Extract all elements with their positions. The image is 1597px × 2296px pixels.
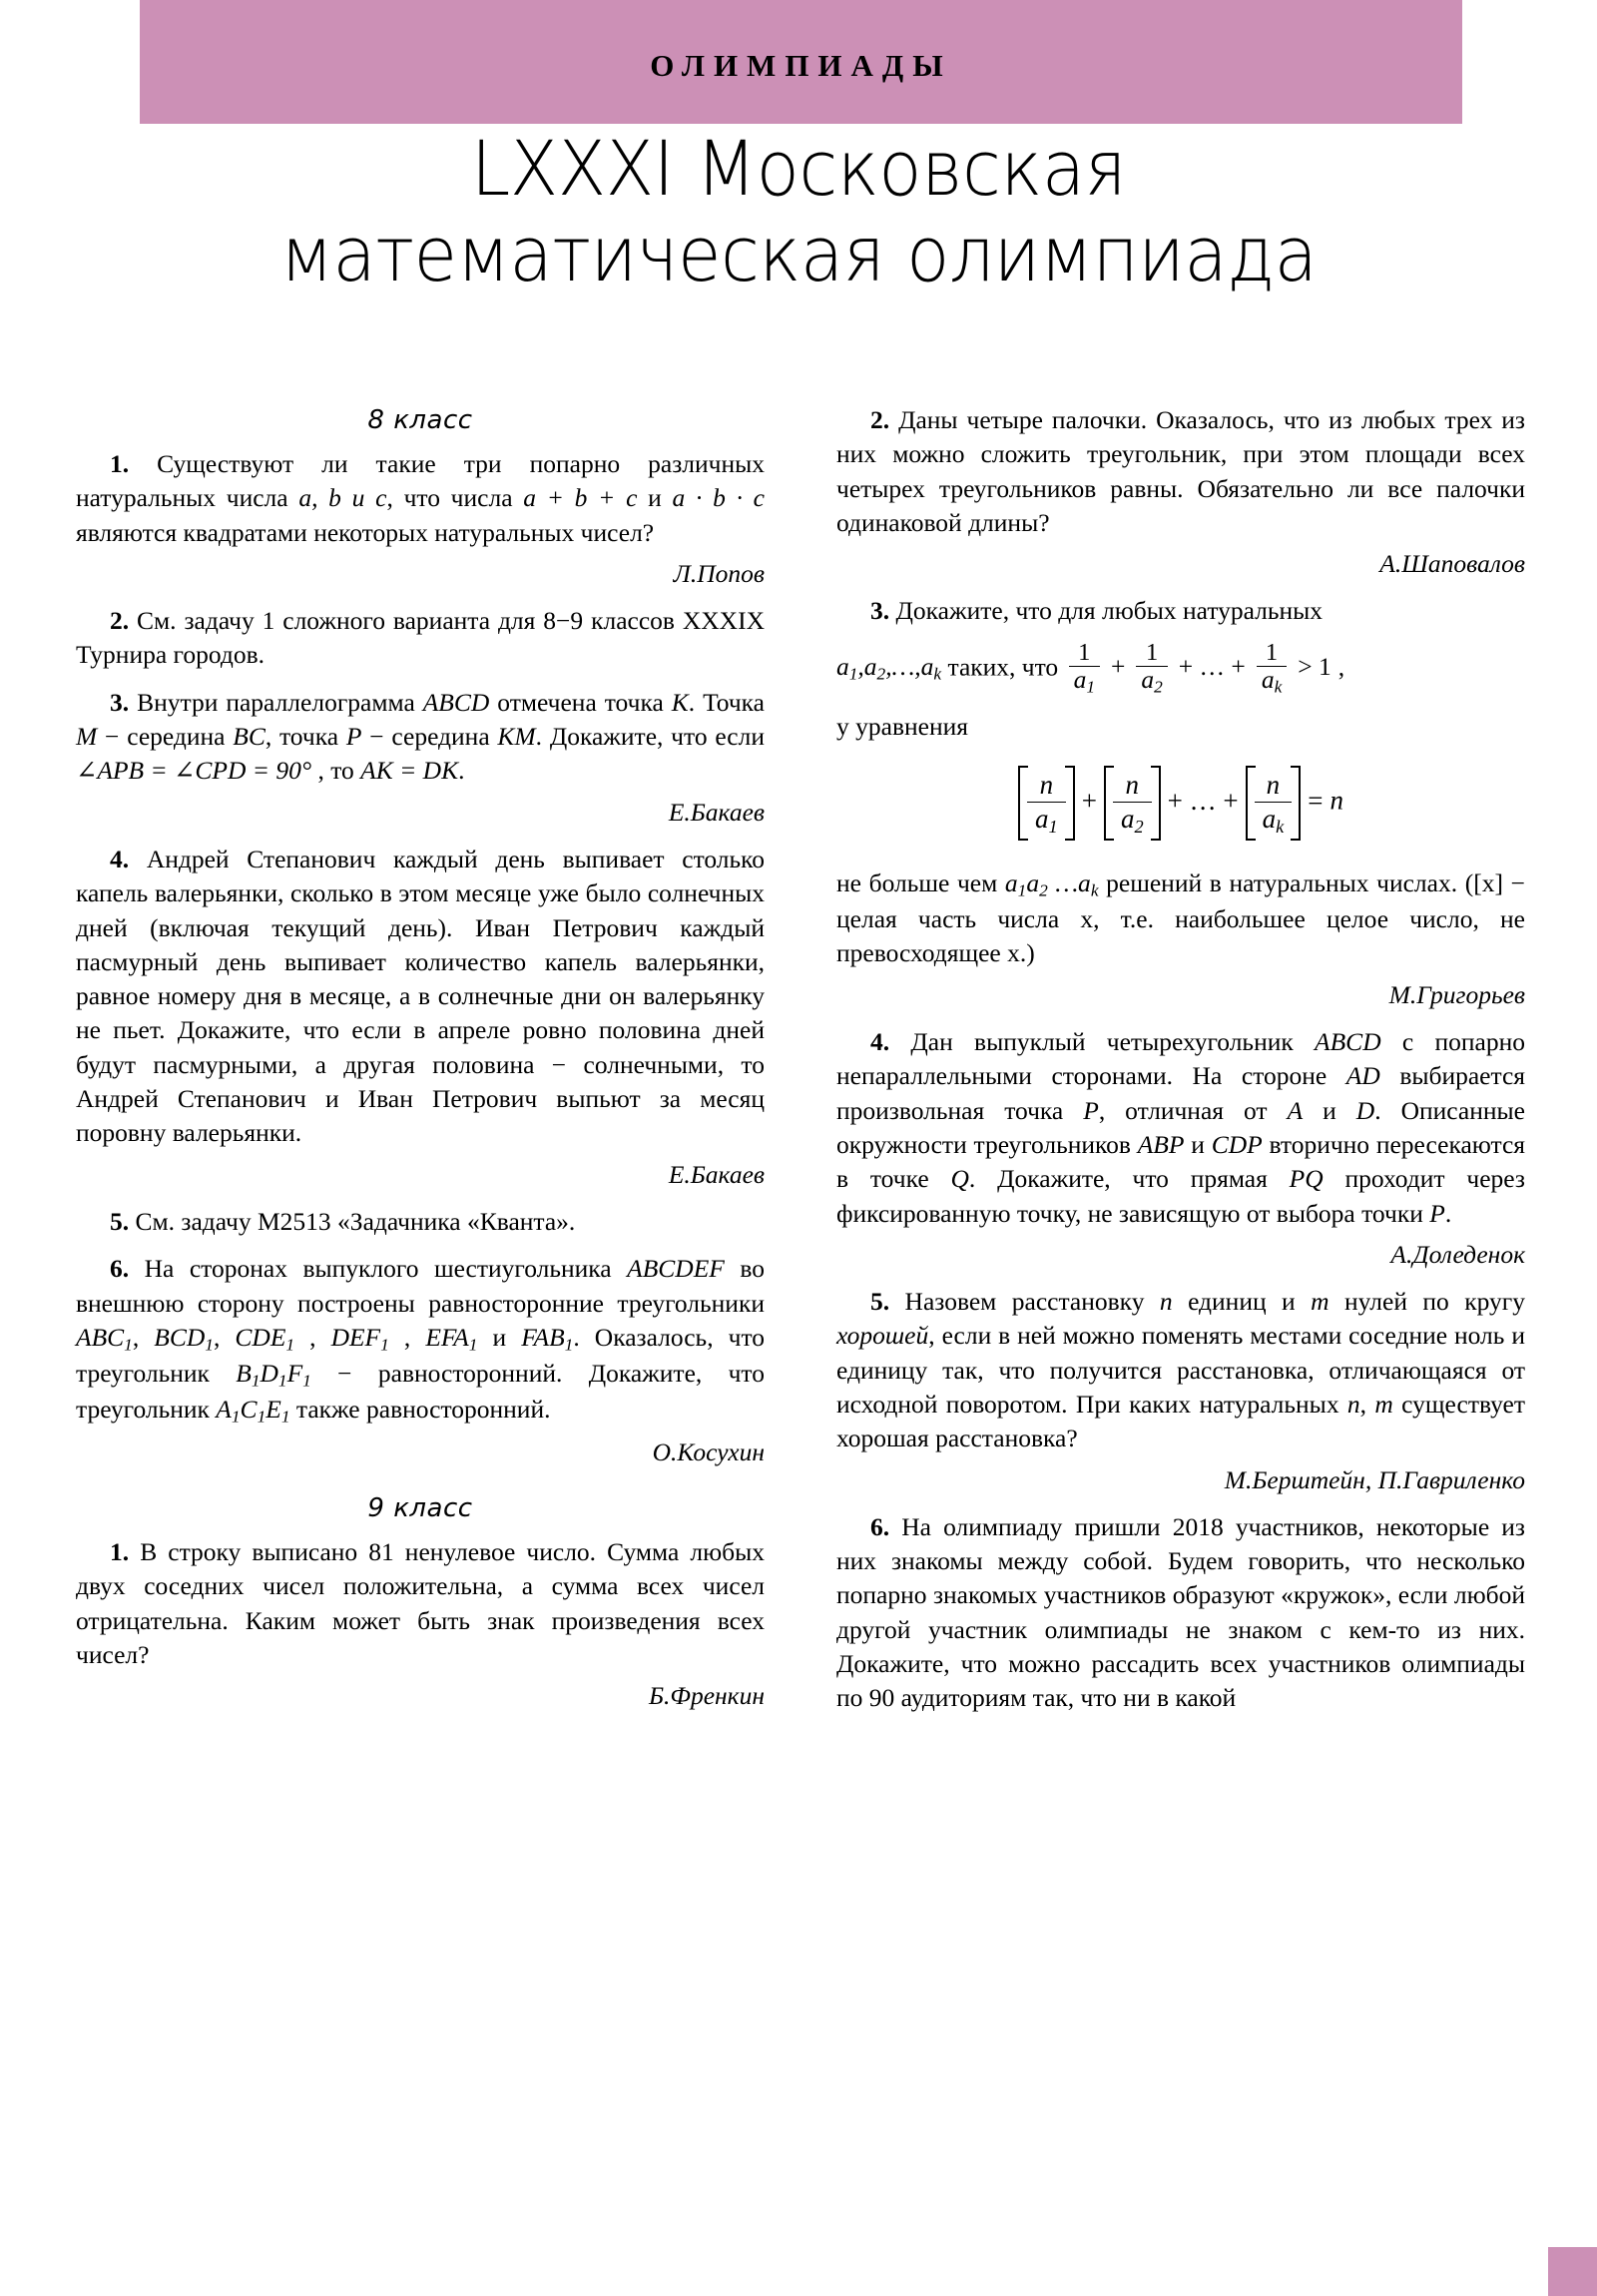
problem-text: с попарно непараллельными сторонами. На стороне (836, 1027, 1525, 1091)
problem-text: Внутри параллелограмма (129, 687, 423, 717)
fraction-1-over-ak: $\frac{1}{a_k}$ (1257, 641, 1287, 696)
problem-text: , точка (265, 722, 346, 752)
problem-8-5 (76, 1205, 765, 1239)
product-expression: $a_1a_2$ $\dots a_k$ (1004, 868, 1099, 900)
triangle-label: $ABC_1$ (76, 1322, 133, 1355)
problem-text: . Оказалось, что треугольник (76, 1322, 766, 1388)
page-corner-mark (1548, 2247, 1597, 2296)
problem-text: На сторонах выпуклого шестиугольника (129, 1254, 628, 1284)
problem-author: Е.Бакаев (668, 1159, 765, 1189)
problem-9-1 (76, 1535, 765, 1672)
problem-text: . Докажите, что если (535, 722, 765, 752)
problem-text: В строку выписано 81 ненулевое число. Сумма любых двух соседних чисел положительна, а сумма всех чисел отрицательна. Каким может быть знак произведения всех чисел? (76, 1537, 765, 1669)
problem-text: нулей по кругу (1329, 1287, 1525, 1317)
problem-number: 3. (870, 596, 890, 626)
problem-text: , (388, 1322, 426, 1352)
variable-m: m (1374, 1390, 1393, 1419)
page-title (93, 126, 1504, 297)
floor-n-over-a2: $\frac{n}{a_2}$ (1104, 766, 1161, 841)
triangle-label: $FAB_1$ (521, 1322, 574, 1355)
problem-9-3 (836, 594, 1525, 628)
problem-text: . Докажите, что прямая (968, 1164, 1290, 1194)
problem-text: и (637, 483, 673, 513)
figure-label: BC (233, 722, 266, 752)
problem-text: . (458, 756, 465, 786)
problem-text: проходит через фиксированную точку, не зависящую от выбора точки (836, 1164, 1525, 1228)
problem-text: являются квадратами некоторых натуральных чисел? (76, 517, 655, 547)
banner-label: ОЛИМПИАДЫ (650, 48, 952, 83)
figure-label: P (1083, 1095, 1099, 1125)
problem-text: Существуют ли такие три попарно различных натуральных числа (76, 448, 765, 513)
problem-text: Докажите, что для любых натуральных (889, 596, 1324, 626)
triangle-label-bdf: $B_1D_1F_1$ (236, 1358, 311, 1391)
problem-text: Дан выпуклый четырехугольник (889, 1027, 1316, 1057)
problem-number: 6. (870, 1511, 890, 1541)
problem-expr-product: a · b · c (672, 483, 765, 513)
angle-equation: ∠APB = ∠CPD = 90° (76, 756, 312, 786)
problem-text: единиц и (1172, 1287, 1312, 1317)
problem-text: , (1359, 1390, 1375, 1419)
problem-text: − середина (97, 722, 234, 752)
problem-9-4 (836, 1025, 1525, 1231)
problem-9-3-display-equation: $\frac{n}{a_1}$ + $\frac{n}{a_2}$ + … + $\frac{n}{a_k}$ = n (836, 766, 1525, 841)
problem-text: − равносторонний. Докажите, что треугольник (76, 1358, 765, 1424)
triangle-label: $DEF_1$ (330, 1322, 389, 1355)
emphasized-term: хорошей (836, 1321, 929, 1351)
problem-text: , что числа (386, 483, 524, 513)
problem-author: Л.Попов (673, 558, 765, 588)
variable-sequence: $a_1,a_2,\dots,a_k$ (836, 652, 942, 684)
variable-n: n (1159, 1287, 1173, 1317)
page-title-line-1: LXXXI Московская (470, 124, 1127, 213)
variable-m: m (1311, 1287, 1330, 1317)
problem-author: А.Шаповалов (1379, 549, 1525, 579)
triangle-label: $BCD_1$ (154, 1322, 214, 1355)
problem-text: , (213, 1322, 236, 1352)
problem-text: и (477, 1322, 522, 1352)
problem-text: решений в натуральных числах. ([x] − целая часть числа x, т.е. наибольшее целое число, не превосходящее x.) (836, 868, 1525, 968)
triangle-label: $CDE_1$ (235, 1322, 295, 1355)
column-right (836, 403, 1525, 1716)
problem-text: . (1444, 1198, 1452, 1228)
problem-text: Назовем расстановку (889, 1287, 1160, 1317)
problem-text: , отличная от (1098, 1095, 1288, 1125)
problem-vars: a, b и c (298, 483, 387, 513)
fraction-1-over-a2: $\frac{1}{a_2}$ (1136, 641, 1167, 696)
figure-label: Q (950, 1164, 969, 1194)
problem-text: выбирается произвольная точка (836, 1061, 1525, 1125)
problem-number: 5. (110, 1206, 130, 1236)
segment-equation: AK = DK (360, 756, 459, 786)
column-left (76, 403, 765, 1714)
problem-8-3 (76, 686, 765, 789)
grade-heading-9: 9 класс (367, 1493, 473, 1524)
floor-n-over-a1: $\frac{n}{a_1}$ (1018, 766, 1075, 841)
problem-9-5 (836, 1285, 1525, 1455)
problem-expr-sum: a + b + c (523, 483, 638, 513)
problem-8-1 (76, 447, 765, 550)
problem-8-4 (76, 843, 765, 1151)
problem-text: , то (311, 756, 361, 786)
problem-number: 6. (110, 1254, 130, 1284)
problem-author: Б.Френкин (649, 1681, 765, 1711)
problem-number: 1. (110, 448, 130, 478)
figure-label: ABCDEF (627, 1254, 725, 1284)
triangle-label: $EFA_1$ (425, 1322, 478, 1355)
figure-label: AD (1345, 1061, 1380, 1091)
problem-author: А.Доледенок (1390, 1239, 1525, 1269)
figure-label: A (1287, 1095, 1304, 1125)
problem-author: М.Григорьев (1388, 979, 1525, 1009)
problem-9-2 (836, 403, 1525, 540)
problem-number: 4. (870, 1027, 890, 1057)
figure-label: D (1355, 1095, 1375, 1125)
figure-label: KM (497, 722, 536, 752)
problem-author: Е.Бакаев (668, 797, 765, 827)
problem-text: Андрей Степанович каждый день выпивает столько капель валерьянки, сколько в этом месяце уже было солнечных дней (включая текущий день). Иван Петрович каждый пасмурный день выпивает количество капель валерьянки, равное номеру дня в месяце, а в солнечные дни он валерьянку не пьет. Докажите, что если в апреле ровно половина дней будут пасмурными, а другая половина − солнечными, то Андрей Степанович и Иван Петрович выпьют за месяц поровну валерьянки. (76, 844, 765, 1148)
problem-text: не больше чем (836, 868, 1005, 898)
grade-heading-8: 8 класс (367, 405, 473, 435)
problem-text: − середина (361, 722, 498, 752)
problem-8-6 (76, 1252, 765, 1429)
problem-text: , (1337, 652, 1345, 682)
figure-label: CDP (1211, 1129, 1263, 1159)
problem-text: , (294, 1322, 331, 1352)
problem-text: Даны четыре палочки. Оказалось, что из любых трех из них можно сложить треугольник, при этом площади всех четырех треугольников равны. Обязательно ли все палочки одинаковой длины? (836, 405, 1525, 537)
figure-label: ABP (1137, 1129, 1185, 1159)
variable-n: n (1346, 1390, 1360, 1419)
problem-number: 3. (110, 687, 130, 717)
problem-9-3-equation-intro: у уравнения (836, 712, 968, 742)
figure-label: P (345, 722, 362, 752)
figure-label: K (671, 687, 689, 717)
figure-label: M (76, 722, 98, 752)
figure-label: P (1429, 1198, 1445, 1228)
figure-label: ABCD (1315, 1027, 1381, 1057)
problem-text: таких, что (941, 652, 1065, 682)
problem-text: существует хорошая расстановка? (836, 1390, 1526, 1453)
problem-8-2 (76, 604, 765, 673)
problem-text: . Точка (688, 687, 766, 717)
problem-text: во внешнюю сторону построены равносторонние треугольники (76, 1254, 765, 1318)
olympiad-banner (140, 0, 1462, 124)
figure-label: PQ (1289, 1164, 1324, 1194)
problem-text: См. задачу 1 сложного варианта для 8−9 классов XXXIX Турнира городов. (76, 606, 765, 670)
problem-author: М.Берштейн, П.Гавриленко (1224, 1464, 1525, 1494)
problem-9-3-continued (836, 866, 1525, 971)
problem-number: 2. (110, 606, 130, 636)
problem-number: 1. (110, 1537, 130, 1567)
problem-text: отмечена точка (489, 687, 672, 717)
problem-text: также равносторонний. (289, 1394, 551, 1424)
problem-text: На олимпиаду пришли 2018 участников, некоторые из них знакомы между собой. Будем говорить, что несколько попарно знакомых участников образуют «кружок», если любой другой участник олимпиады не знаком с кем-то из них. Докажите, что можно рассадить всех участников олимпиады по 90 аудиториям так, что ни в какой (836, 1511, 1525, 1713)
problem-9-3-inequality-line: $a_1,a_2,\dots,a_k$ таких, что $\frac{1}{a_1}$ + $\frac{1}{a_2}$ + … + $\frac{1}{a_k}$ > 1 , (836, 638, 1345, 697)
page-title-line-2: математическая олимпиада (279, 209, 1318, 298)
problem-text: и (1184, 1129, 1212, 1159)
floor-n-over-ak: $\frac{n}{a_k}$ (1246, 766, 1302, 841)
problem-text: . Описанные окружности треугольников (836, 1095, 1525, 1159)
figure-label: ABCD (422, 687, 490, 717)
problem-author: О.Косухин (652, 1436, 765, 1466)
problem-text: и (1303, 1095, 1356, 1125)
problem-text: См. задачу М2513 «Задачника «Кванта». (129, 1206, 576, 1236)
problem-text: , если в ней можно поменять местами соседние ноль и единицу так, что получится расстановка, отличающаяся от исходной поворотом. При каких натуральных (836, 1321, 1525, 1419)
problem-number: 2. (870, 405, 890, 434)
problem-9-6 (836, 1510, 1525, 1716)
problem-text: , (132, 1322, 155, 1352)
problem-text: вторично пересекаются в точке (836, 1129, 1525, 1194)
problem-number: 4. (110, 844, 130, 873)
problem-number: 5. (870, 1287, 890, 1317)
fraction-1-over-a1: $\frac{1}{a_1}$ (1069, 641, 1100, 696)
triangle-label-ace: $A_1C_1E_1$ (216, 1394, 290, 1427)
